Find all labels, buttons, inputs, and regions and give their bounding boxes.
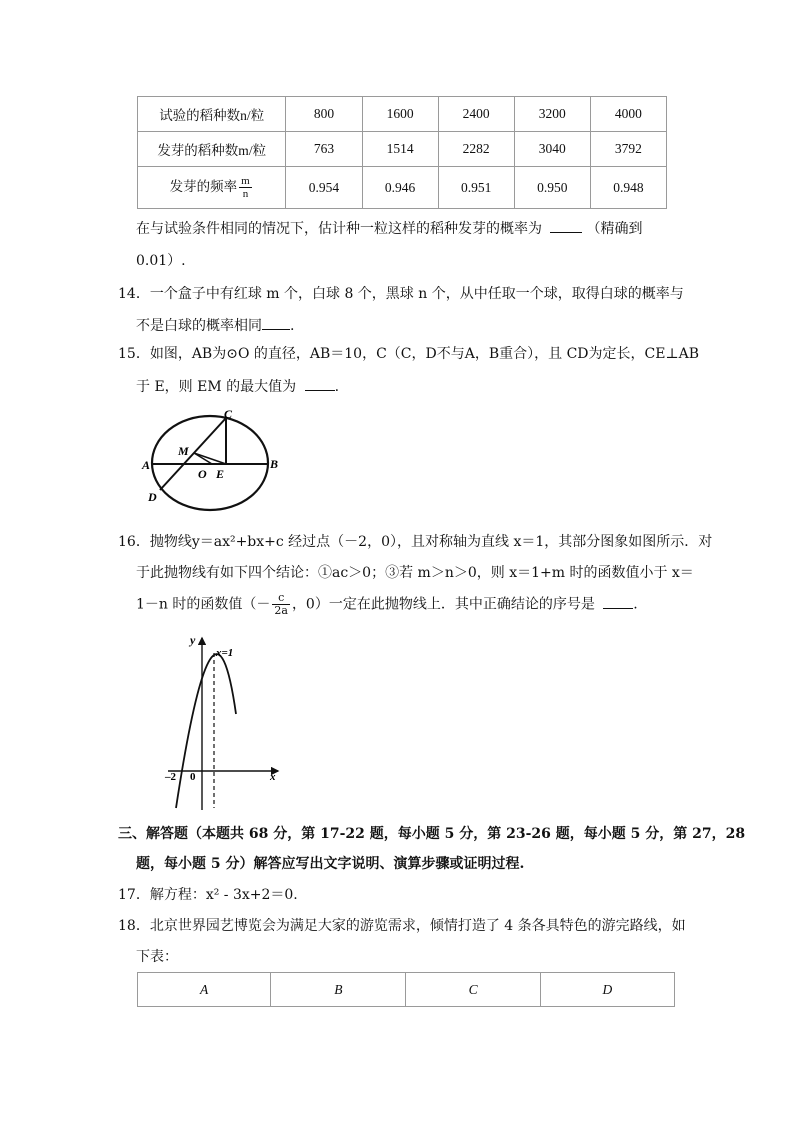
table-cell: 4000 xyxy=(590,97,666,132)
label-m: M xyxy=(178,444,189,458)
q16-line-1: 16．抛物线y＝ax²+bx+c 经过点（－2，0），且对称轴为直线 x＝1，其部分图象如图所示．对 xyxy=(118,534,713,550)
label-o: O xyxy=(198,467,207,481)
q14-line-1: 14．一个盒子中有红球 m 个，白球 8 个，黑球 n 个，从中任取一个球，取得白球的概率与 xyxy=(118,286,684,302)
header-cell: B xyxy=(271,973,406,1007)
q14-end: . xyxy=(290,318,295,334)
label-c: C xyxy=(224,407,233,421)
answer-blank xyxy=(262,315,290,330)
fraction-numerator: c xyxy=(272,592,290,605)
row-label: 发芽的稻种数m/粒 xyxy=(138,132,286,167)
parabola-figure xyxy=(160,628,285,813)
q13-line-2: 0.01）. xyxy=(136,253,186,269)
table-cell: 2282 xyxy=(438,132,514,167)
label-x: x xyxy=(270,771,276,783)
fraction-denominator: n xyxy=(242,188,249,201)
table-cell: 3792 xyxy=(590,132,666,167)
label-a: A xyxy=(142,458,151,472)
row-label: 试验的稻种数n/粒 xyxy=(138,97,286,132)
q15-text: 于 E，则 EM 的最大值为 xyxy=(136,379,297,395)
q17-line: 17．解方程：x² - 3x+2＝0. xyxy=(118,887,298,903)
label-e: E xyxy=(216,467,225,481)
fraction xyxy=(272,592,290,617)
header-cell: A xyxy=(138,973,271,1007)
label-neg2: –2 xyxy=(165,771,176,783)
answer-blank xyxy=(305,376,335,391)
q16-line-3 xyxy=(136,592,638,617)
table-cell: 3040 xyxy=(514,132,590,167)
seed-germination-table xyxy=(137,96,667,209)
header-cell: C xyxy=(406,973,540,1007)
table-cell: 0.946 xyxy=(362,167,438,209)
section-3-line-1: 三、解答题（本题共 68 分，第 17-22 题，每小题 5 分，第 23-26 题，每小题 5 分，第 27，28 xyxy=(118,826,746,842)
table-header-row xyxy=(138,973,675,1007)
q13-line-1 xyxy=(136,218,642,238)
q16-line-2: 于此抛物线有如下四个结论：①ac＞0；③若 m＞n＞0，则 x＝1+m 时的函数值小于 x＝ xyxy=(136,565,694,581)
table-cell: 763 xyxy=(286,132,362,167)
header-cell: D xyxy=(540,973,674,1007)
label-origin: 0 xyxy=(190,771,196,783)
row-label xyxy=(138,167,286,209)
q15-line-2 xyxy=(136,376,339,396)
q16-text-a: 1－n 时的函数值（－ xyxy=(136,596,271,613)
label-d: D xyxy=(148,490,157,504)
circle-figure xyxy=(140,405,280,515)
table-cell: 3200 xyxy=(514,97,590,132)
q18-line-1: 18．北京世界园艺博览会为满足大家的游览需求，倾情打造了 4 条各具特色的游完路线，如 xyxy=(118,918,686,934)
table-cell: 0.948 xyxy=(590,167,666,209)
fraction-denominator: 2a xyxy=(274,604,288,617)
q15-end: . xyxy=(334,379,340,395)
table-row xyxy=(138,167,667,209)
parabola-curve xyxy=(176,654,236,808)
table-cell: 1600 xyxy=(362,97,438,132)
section-3-line-2: 题，每小题 5 分）解答应写出文字说明、演算步骤或证明过程. xyxy=(136,856,525,872)
q16-text-b: ，0）一定在此抛物线上．其中正确结论的序号是 xyxy=(291,596,595,613)
table-cell: 1514 xyxy=(362,132,438,167)
fraction-numerator: m xyxy=(241,175,250,188)
table-cell: 0.950 xyxy=(514,167,590,209)
q15-line-1: 15．如图，AB为⊙O 的直径，AB＝10，C（C，D不与A，B重合），且 CD为定长，CE⊥AB xyxy=(118,346,700,362)
q14-line-2 xyxy=(136,315,294,335)
label-y: y xyxy=(190,633,196,647)
table-row xyxy=(138,97,667,132)
table-cell: 2400 xyxy=(438,97,514,132)
q13-text: 在与试验条件相同的情况下，估计种一粒这样的稻种发芽的概率为 xyxy=(136,221,542,237)
table-cell: 0.951 xyxy=(438,167,514,209)
label-axis-x1: x=1 xyxy=(216,647,234,659)
table-cell: 0.954 xyxy=(286,167,362,209)
q16-end: . xyxy=(633,596,638,613)
q14-text: 不是白球的概率相同 xyxy=(136,318,262,334)
answer-blank xyxy=(550,218,582,233)
answer-blank xyxy=(603,594,633,609)
q18-line-2: 下表： xyxy=(136,949,178,965)
route-table xyxy=(137,972,675,1007)
fraction xyxy=(239,175,252,200)
q13-text-end: （精确到 xyxy=(586,221,643,237)
table-cell: 800 xyxy=(286,97,362,132)
label-b: B xyxy=(270,457,279,471)
row-label-prefix: 发芽的频率 xyxy=(169,178,238,194)
table-row xyxy=(138,132,667,167)
